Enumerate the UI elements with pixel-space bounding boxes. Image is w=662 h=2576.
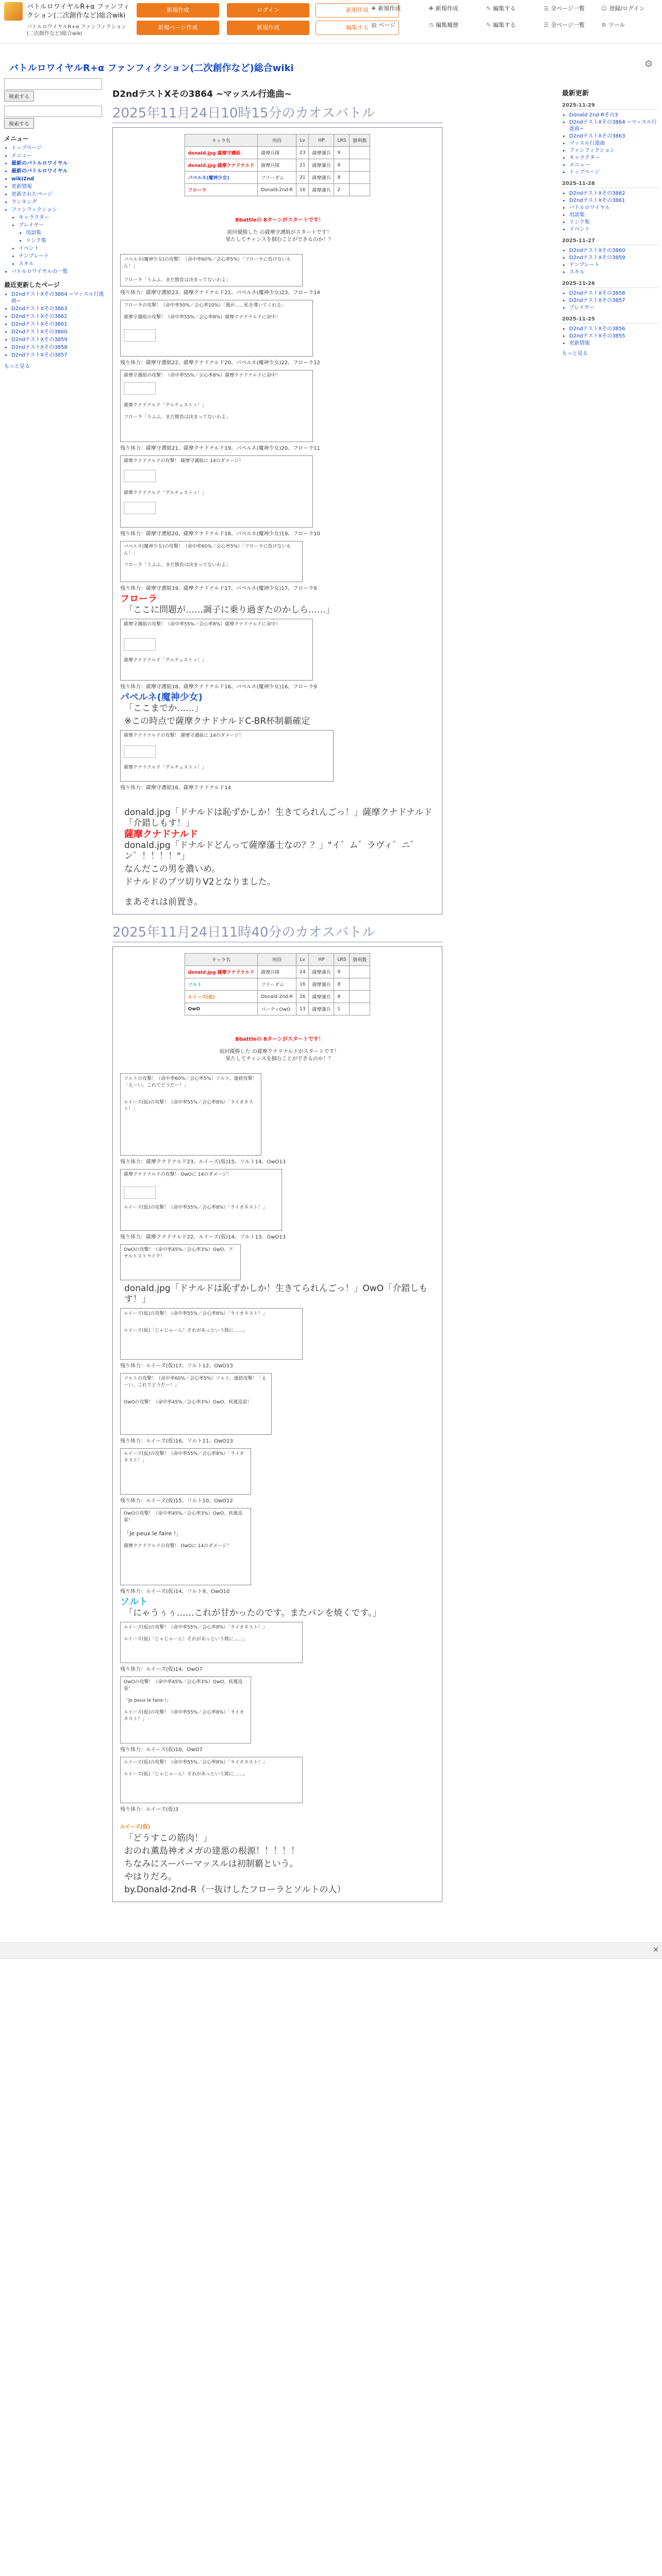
- site-subtitle: バトルロワイヤルR+α ファンフィクション(二次創作など)総合wiki: [27, 24, 127, 37]
- update-list: [562, 290, 658, 311]
- update-item[interactable]: • バトルロワイヤル: [569, 205, 658, 211]
- battle-message: [120, 1508, 251, 1585]
- message-text: パペルネ(魔神少女)の攻撃！（命中率60%／会心率5%）「フローラに負けないもん！」: [124, 257, 291, 269]
- finale-line: やはりだろ。: [124, 1872, 177, 1882]
- finale: [120, 807, 439, 908]
- menu-item[interactable]: • バトルロワイヤルの一覧: [11, 268, 107, 275]
- turn-line: 残り体力：ルイーズ(仮)16、ソルト11、OwO13: [120, 1438, 233, 1444]
- update-item[interactable]: • D2ndテストXその3864 ~マッスル行進曲~: [569, 119, 658, 132]
- table-cell: ソルト: [185, 978, 258, 991]
- finale-line: まあそれは前置き。: [124, 897, 203, 907]
- finale-b2: [120, 1824, 439, 1895]
- table-row: [185, 966, 370, 978]
- finale-line: おのれ薫島神オメガの建悪の根源！！！！！: [124, 1846, 300, 1856]
- message-text: ルイーズ(仮)の攻撃！（命中率55%／会心率8%）「ライオネスト！」: [124, 1311, 268, 1316]
- message-text: ルイーズ(仮)の攻撃！（命中率55%／会心率8%）「ライオネスト！」: [124, 1760, 268, 1765]
- finale-line: ちなみにスーパーマッスルは初制覇という。: [124, 1859, 299, 1869]
- message-text: 薩摩クナドナルド「グルチェストッ！」: [124, 490, 207, 496]
- turn-line: 残り体力：ルイーズ(仮)15、ソルト10、OwO12: [120, 1498, 233, 1504]
- recent-item[interactable]: • D2ndテストXその3863: [11, 306, 107, 312]
- table-cell: 16: [296, 184, 309, 196]
- finale-line: donald.jpg「ドナルドは恥ずかしか！生きてられんごっ！」薩摩クナドナルド「介錯しもす！」: [124, 807, 433, 828]
- message-text: OwOの攻撃！（命中率45%／会心率3%）OwO、疾風迅雷！: [124, 1680, 243, 1691]
- battle2-heading: 2025年11月24日11時40分のカオスバトル: [112, 922, 442, 942]
- table-cell: ルイーズ(仮): [185, 991, 258, 1003]
- table-cell: 24: [296, 966, 309, 978]
- donald-image: [124, 745, 156, 758]
- menu-item[interactable]: • テンプレート: [19, 253, 107, 260]
- message-text: 薩摩クナドナルドの攻撃！ 薩摩守護組に 14のダメージ！: [124, 733, 244, 738]
- start-line-2: 前回優勝した の薩摩クナドナルドがスタートです！: [219, 1049, 340, 1055]
- recent-title: 最近更新したページ: [4, 281, 60, 289]
- battle-message: [120, 541, 303, 582]
- ad-bar: [0, 1942, 662, 1959]
- menu-item[interactable]: • リンク集: [26, 238, 107, 244]
- login-button[interactable]: ログイン: [227, 3, 309, 18]
- update-list: [562, 326, 658, 347]
- toolnav-new[interactable]: ✚ 新規作成: [371, 5, 401, 12]
- search-input-2[interactable]: [4, 106, 102, 117]
- table-cell: 薩摩藩兵: [309, 172, 334, 184]
- table-cell: donald.jpg 薩摩守護組: [185, 147, 258, 159]
- flora-line: 「ここに問題が……調子に乗り過ぎたのかしら……」: [124, 605, 335, 615]
- message-text: 薩摩クナドナルド「グルチェストッ！」: [124, 403, 207, 408]
- edit-outline-button[interactable]: 編集する: [316, 21, 399, 35]
- table-cell: OwO: [185, 1003, 258, 1015]
- table-header: Lv: [296, 134, 309, 147]
- update-list: [562, 112, 658, 176]
- recent-item[interactable]: • D2ndテストXその3864 ~マッスル行進曲~: [11, 291, 107, 304]
- table-header: LRS: [334, 954, 350, 966]
- battle-message: [120, 1448, 251, 1495]
- table-header: キャラ名: [185, 954, 258, 966]
- message-text: OwOの攻撃！（命中率45%／会心率3%）OwO、疾風迅雷！: [124, 1400, 252, 1405]
- table-header-row: [185, 954, 370, 966]
- start-line-3: 果たしてチャンスを掴むことができるのか！？: [225, 237, 334, 243]
- table-cell: フリーダム: [258, 172, 296, 184]
- plus-icon: ✚: [428, 5, 434, 12]
- user-icon: ☺: [601, 5, 607, 12]
- table-cell: 薩摩藩兵: [309, 966, 334, 978]
- turn-line: 残り体力：薩摩クナドナルド23、ルイーズ(仮)15、ソルト14、OwO13: [120, 1159, 286, 1165]
- message-text: 薩摩クナドナルドの攻撃！ OwOに 14のダメージ！: [124, 1172, 232, 1177]
- message-text: ソルトの攻撃！（命中率60%／会心率5%）ソルト、連続攻撃！「えーい、これでどうだー！」: [124, 1376, 267, 1388]
- flora-down: [120, 596, 439, 616]
- message-text: ルイーズ(仮)の攻撃！（命中率55%／会心率8%）「ライオネスト！」: [124, 1710, 244, 1722]
- right-sidebar: [562, 88, 658, 357]
- table-cell: [350, 966, 370, 978]
- update-item[interactable]: • D2ndテストXその3857: [569, 297, 658, 304]
- battle-message: [120, 1373, 272, 1435]
- turn-line: 残り体力：薩摩守護組22、薩摩クナドナルド20、パペルネ(魔神少女)22、フローラ12: [120, 360, 320, 366]
- message-text: 薩摩クナドナルドの攻撃！ OwOに 14のダメージ！: [124, 1544, 232, 1549]
- message-text: ルイーズ(仮)「じゃじゃーん！それがあっという間に……」: [124, 1637, 248, 1642]
- update-item[interactable]: • D2ndテストXその3856: [569, 326, 658, 332]
- table-cell: 2: [334, 184, 350, 196]
- page-icon: ▤: [371, 22, 377, 28]
- battle2-box: [112, 946, 442, 1902]
- update-item[interactable]: • D2ndテストXその3860: [569, 247, 658, 254]
- table-cell: 薩摩藩兵: [309, 978, 334, 991]
- table-cell: 薩摩兵隊: [258, 147, 296, 159]
- finale-line: なんだこの男を濃いめ。: [124, 864, 221, 874]
- clock-icon: ◷: [428, 22, 434, 28]
- winner-label: ルイーズ(仮): [120, 1824, 151, 1830]
- battle-message: [120, 370, 313, 442]
- toolnav-edit-2[interactable]: ✎ 編集する: [486, 22, 516, 28]
- update-item[interactable]: • テンプレート: [569, 262, 658, 268]
- finale-line: by.Donald-2nd-R（一抜けしたフローラとソルトの人）: [124, 1885, 346, 1895]
- update-item[interactable]: • 更新情報: [569, 340, 658, 347]
- menu-item[interactable]: • プレイヤー: [19, 222, 107, 229]
- table-cell: Donald-2nd-R: [258, 991, 296, 1003]
- table-header: 勝利数: [350, 954, 370, 966]
- list-icon: ☰: [543, 22, 549, 28]
- table-cell: 薩摩藩兵: [309, 991, 334, 1003]
- update-item[interactable]: • Donald 2nd-Rその3: [569, 112, 658, 118]
- battle-message: [120, 1308, 303, 1360]
- menu-item[interactable]: • メニュー: [11, 152, 107, 159]
- message-text: ルイーズ(仮)の攻撃！（命中率55%／会心率8%）「ライオネスト！」: [124, 1451, 244, 1463]
- left-sidebar: [4, 77, 107, 369]
- message-text: OwOの攻撃！（命中率45%／会心率3%）OwO、疾風迅雷！: [124, 1511, 243, 1523]
- message-text: ルイーズ(仮)「じゃじゃーん！それがあっという間に……」: [124, 1328, 248, 1333]
- menu-list: [4, 145, 107, 275]
- battle-message: [120, 1244, 241, 1280]
- finale-line: ドナルドのブツ切りV2となりました。: [124, 877, 276, 887]
- table-header: 勝利数: [350, 134, 370, 147]
- menu-title: メニュー: [4, 135, 29, 142]
- header-buttons: [137, 3, 224, 38]
- menu-item[interactable]: • イベント: [19, 245, 107, 252]
- donald-image: [124, 470, 156, 482]
- pencil-icon: ✎: [486, 5, 491, 12]
- table-cell: 16: [296, 991, 309, 1003]
- message-text: パペルネ(魔神少女)の攻撃！（命中率60%／会心率5%）「フローラに負けないもん！」: [124, 544, 291, 556]
- turn-line: 残り体力：薩摩守護組23、薩摩クナドナルド21、パペルネ(魔神少女)23、フローラ14: [120, 290, 320, 296]
- table-cell: 薩摩藩兵: [309, 147, 334, 159]
- pap-down: [120, 694, 439, 727]
- wrench-icon: ⚙: [601, 22, 606, 28]
- update-item[interactable]: • D2ndテストXその3862: [569, 190, 658, 197]
- finale-line: donald.jpg「ドナルドどんって薩摩藩士なの？？」"イ゛ム゛ラヴィ゛ニ゛ン゛！！！！"」: [124, 840, 419, 861]
- table-cell: donald.jpg 薩摩クナドナルド: [185, 159, 258, 172]
- table-row: [185, 147, 370, 159]
- menu-item[interactable]: • トップページ: [11, 145, 107, 151]
- donald-image: [124, 382, 156, 395]
- wiki-name[interactable]: バトルロワイヤルR+α ファンフィクション(二次創作など)総合wiki: [9, 63, 294, 74]
- message-text: フローラの攻撃！（命中率50%／会心率10%）「風が……私を導いてくれる」: [124, 303, 286, 308]
- battle2-party-table: [185, 953, 371, 1015]
- table-header: HP: [309, 954, 334, 966]
- close-icon[interactable]: ✕: [653, 1946, 659, 1954]
- table-cell: 16: [296, 978, 309, 991]
- turn-line: 残り体力：薩摩守護組19、薩摩クナドナルド17、パペルネ(魔神少女)17、フローラ9: [120, 586, 317, 591]
- table-cell: 8: [334, 978, 350, 991]
- toolnav-new-2[interactable]: ✚ 新規作成: [428, 5, 458, 12]
- start-line-3: 果たしてチャンスを掴むことができるのか！？: [225, 1056, 334, 1062]
- site-logo[interactable]: [4, 2, 23, 21]
- message-text: OwOの攻撃！（命中率45%／会心率3%）OwO、アサルトストライク！: [124, 1247, 234, 1259]
- table-cell: 8: [334, 991, 350, 1003]
- update-date: 2025-11-25: [562, 316, 658, 324]
- menu-item[interactable]: • 最新のバトルロワイヤル: [11, 160, 107, 167]
- message-text: 薩摩守護組の攻撃！（命中率55%／会心率8%）薩摩クナドナルドに命中！: [124, 315, 280, 320]
- update-item[interactable]: • メニュー: [569, 162, 658, 168]
- recent-item[interactable]: • D2ndテストXその3857: [11, 352, 107, 359]
- menu-item[interactable]: • ランキング: [11, 199, 107, 206]
- table-cell: フローラ: [185, 184, 258, 196]
- toolnav-login[interactable]: ☺ 登録/ログイン: [601, 5, 645, 12]
- table-cell: パペルネ(魔神少女): [185, 172, 258, 184]
- salt-name: ソルト: [120, 1597, 148, 1607]
- table-cell: donald.jpg 薩摩クナドナルド: [185, 966, 258, 978]
- recent-item[interactable]: • D2ndテストXその3858: [11, 344, 107, 351]
- flora-shout: フローラ: [120, 594, 157, 604]
- update-item[interactable]: • トップページ: [569, 169, 658, 176]
- table-header-row: [185, 134, 370, 147]
- table-row: [185, 184, 370, 196]
- table-cell: 9: [334, 147, 350, 159]
- pap-name: パペルネ(魔神少女): [120, 692, 203, 703]
- right-more-link[interactable]: もっと見る: [562, 351, 588, 357]
- menu-item[interactable]: • 更新されたページ: [11, 191, 107, 198]
- menu-item[interactable]: • スキル: [19, 261, 107, 267]
- header-buttons-2: [227, 3, 315, 38]
- finale-line: donald.jpg「ドナルドは恥ずかしか！生きてられんごっ！」OwO「介錯しもす！」: [124, 1283, 428, 1304]
- table-row: [185, 991, 370, 1003]
- table-row: [185, 1003, 370, 1015]
- note-line: ※この時点で薩摩クナドナルドC-BR杯制覇確定: [124, 716, 310, 726]
- table-cell: 13: [296, 1003, 309, 1015]
- turn-line: 残り体力：薩摩クナドナルド22、ルイーズ(仮)14、ソルト13、OwO13: [120, 1234, 286, 1240]
- table-row: [185, 978, 370, 991]
- update-date: 2025-11-28: [562, 181, 658, 188]
- update-item[interactable]: • イベント: [569, 226, 658, 233]
- update-item[interactable]: • 用語集: [569, 212, 658, 218]
- menu-item[interactable]: • 用語集: [26, 230, 107, 236]
- battle-message: [120, 619, 313, 681]
- battle-message: [120, 1676, 251, 1743]
- recent-list: [4, 291, 107, 359]
- turn-line: 残り体力：薩摩守護組21、薩摩クナドナルド19、パペルネ(魔神少女)20、フローラ11: [120, 446, 320, 451]
- table-cell: フリーダム: [258, 978, 296, 991]
- donald-image: [124, 329, 156, 342]
- donald-image: [124, 638, 156, 651]
- table-header: 所持: [258, 134, 296, 147]
- recent-item[interactable]: • D2ndテストXその3862: [11, 313, 107, 320]
- update-item[interactable]: • キャラクター: [569, 155, 658, 161]
- table-cell: [350, 159, 370, 172]
- list-icon: ☰: [543, 5, 549, 12]
- turn-line: 残り体力：ルイーズ(仮)14、OwO7: [120, 1667, 203, 1672]
- table-header: HP: [309, 134, 334, 147]
- start-line: Bbattleの 8ターンがスタートです！: [235, 217, 324, 223]
- battle1-start: [120, 217, 439, 244]
- table-row: [185, 159, 370, 172]
- toolnav-all-pages[interactable]: ☰ 全ページ一覧: [543, 5, 585, 12]
- update-date: 2025-11-27: [562, 238, 658, 245]
- new-button-2[interactable]: 新規作成: [227, 21, 309, 35]
- search-button[interactable]: 検索する: [4, 91, 34, 101]
- table-cell: [350, 978, 370, 991]
- plus-icon: ✚: [371, 5, 376, 12]
- left-more-link[interactable]: もっと見る: [4, 364, 30, 369]
- main-content: [112, 87, 442, 1902]
- pencil-icon: ✎: [486, 22, 491, 28]
- new-outline-button[interactable]: 新規作成: [316, 3, 399, 18]
- turn-line: 残り体力：薩摩守護組20、薩摩クナドナルド18、パペルネ(魔神少女)19、フローラ10: [120, 531, 320, 537]
- table-header: LRS: [334, 134, 350, 147]
- turn-line: 残り体力：ルイーズ(仮)10、OwO7: [120, 1747, 203, 1753]
- update-list: [562, 247, 658, 276]
- update-item[interactable]: • リンク集: [569, 219, 658, 226]
- update-item[interactable]: • スキル: [569, 269, 658, 276]
- battle-message: [120, 254, 303, 286]
- owo-line: 「Je peux le faire !」: [124, 1698, 171, 1703]
- menu-item[interactable]: • 更新情報: [11, 183, 107, 190]
- table-header: キャラ名: [185, 134, 258, 147]
- table-cell: Donald-2nd-R: [258, 184, 296, 196]
- message-text: 薩摩守護組の攻撃！（命中率55%／会心率8%）薩摩クナドナルドに命中！: [124, 373, 280, 378]
- message-text: フローラ「うふふ、まだ勝負は決まってないわよ」: [124, 563, 231, 568]
- table-header: 所持: [258, 954, 296, 966]
- battle-message: [120, 300, 313, 357]
- toolnav-history[interactable]: ◷ 編集履歴: [428, 22, 459, 28]
- message-text: 薩摩クナドナルドの攻撃！ 薩摩守護組に 14のダメージ！: [124, 459, 244, 464]
- start-line: Bbattleの 8ターンがスタートです！: [235, 1037, 324, 1042]
- winner-label: 薩摩クナドナルド: [124, 829, 198, 840]
- table-cell: [350, 172, 370, 184]
- site-title[interactable]: バトルロワイヤルR+α ファンフィクション(二次創作など)総合wiki: [27, 3, 130, 20]
- table-cell: 薩摩藩兵: [309, 1003, 334, 1015]
- battle2-start: [120, 1036, 439, 1063]
- update-date: 2025-11-26: [562, 281, 658, 288]
- menu-item[interactable]: • ファンフィクション: [11, 207, 107, 213]
- update-date: 2025-11-29: [562, 103, 658, 110]
- update-item[interactable]: • D2ndテストXその3859: [569, 255, 658, 261]
- turn-line: 残り体力：ルイーズ(仮)3: [120, 1807, 179, 1812]
- update-item[interactable]: • D2ndテストXその3861: [569, 197, 658, 204]
- finale-line: 「どうすこの筋肉！」: [124, 1833, 212, 1843]
- message-text: 薩摩クナドナルド「グルチェストッ！」: [124, 658, 207, 663]
- start-line-2: 前回優勝した の薩摩守護組がスタートです！: [227, 230, 332, 235]
- owo-line: 「Je peux le faire !」: [124, 1530, 182, 1537]
- message-text: ソルトの攻撃！（命中率60%／会心率5%）ソルト、連続攻撃！「えーい、これでどうだー！」: [124, 1076, 257, 1088]
- update-item[interactable]: • マッスル行進曲: [569, 140, 658, 147]
- search-button-2[interactable]: 検索する: [4, 118, 34, 129]
- update-item[interactable]: • D2ndテストXその3858: [569, 290, 658, 297]
- table-cell: [350, 1003, 370, 1015]
- table-cell: 薩摩兵隊: [258, 159, 296, 172]
- battle-message: [120, 730, 334, 782]
- message-text: ルイーズ(仮)の攻撃！（命中率55%／会心率8%）「ライオネスト！」: [124, 1205, 268, 1210]
- table-cell: [350, 147, 370, 159]
- battle-message: [120, 455, 313, 528]
- message-text: 薩摩守護組の攻撃！（命中率55%／会心率8%）薩摩クナドナルドに命中！: [124, 622, 280, 627]
- update-list: [562, 190, 658, 233]
- salt-down: [120, 1599, 439, 1619]
- donald-image: [124, 502, 156, 514]
- turn-line: 残り体力：ルイーズ(仮)14、ソルト9、OwO10: [120, 1589, 230, 1595]
- message-text: 薩摩クナドナルド「グルチェストッ！」: [124, 765, 207, 770]
- create-page-button[interactable]: 新規ページ作成: [137, 21, 219, 35]
- update-item[interactable]: • ファンフィクション: [569, 147, 658, 154]
- right-title: 最新更新: [562, 90, 589, 97]
- update-item[interactable]: • プレイヤー: [569, 304, 658, 311]
- toolnav-page[interactable]: ▤ ページ: [371, 22, 396, 28]
- battle-message: [120, 1169, 282, 1231]
- turn-line: 残り体力：ルイーズ(仮)17、ソルト12、OwO13: [120, 1363, 233, 1369]
- menu-item[interactable]: • キャラクター: [19, 214, 107, 221]
- salt-line: 「にゃうぅぅ……これが甘かったのです。またパンを焼くです。」: [124, 1608, 382, 1618]
- new-page-button[interactable]: 新規作成: [137, 3, 219, 18]
- toolnav-tools[interactable]: ⚙ ツール: [601, 22, 625, 28]
- message-text: ルイーズ(仮)の攻撃！（命中率55%／会心率8%）「ライオネスト！」: [124, 1625, 268, 1630]
- site-header: [0, 0, 662, 44]
- update-item[interactable]: • D2ndテストXその3863: [569, 133, 658, 140]
- recent-item[interactable]: • D2ndテストXその3859: [11, 336, 107, 343]
- menu-item[interactable]: • wiki2nd: [11, 176, 107, 182]
- table-cell: 薩摩藩兵: [309, 159, 334, 172]
- table-row: [185, 172, 370, 184]
- message-text: フローラ「うふふ、まだ勝負は決まってないわよ」: [124, 415, 231, 420]
- battle-message: [120, 1073, 261, 1156]
- table-cell: 8: [334, 159, 350, 172]
- table-cell: パーティOwO: [258, 1003, 296, 1015]
- table-cell: [350, 991, 370, 1003]
- search-input[interactable]: [4, 78, 102, 90]
- table-cell: 1: [334, 1003, 350, 1015]
- table-header: Lv: [296, 954, 309, 966]
- table-cell: [350, 184, 370, 196]
- turn-line: 残り体力：薩摩守護組18、薩摩クナドナルド16、パペルネ(魔神少女)16、フローラ9: [120, 684, 317, 690]
- tool-nav: [371, 4, 660, 37]
- toolnav-all-pages-2[interactable]: ☰ 全ページ一覧: [543, 22, 585, 28]
- gear-icon[interactable]: ⚙: [644, 59, 653, 70]
- page-title: D2ndテストXその3864 ~マッスル行進曲~: [112, 89, 292, 99]
- turn-line: 残り体力：薩摩守護組16、薩摩クナドナルド14: [120, 785, 231, 791]
- toolnav-edit[interactable]: ✎ 編集する: [486, 5, 516, 12]
- recent-item[interactable]: • D2ndテストXその3860: [11, 329, 107, 335]
- message-text: ルイーズ(仮)の攻撃！（命中率55%／会心率8%）「ライオネスト！」: [124, 1100, 254, 1112]
- battle1-heading: 2025年11月24日10時15分のカオスバトル: [112, 103, 442, 123]
- pap-line: 「ここまでか……」: [124, 703, 203, 714]
- table-cell: 21: [296, 159, 309, 172]
- table-cell: 9: [334, 966, 350, 978]
- recent-item[interactable]: • D2ndテストXその3861: [11, 321, 107, 328]
- table-cell: 8: [334, 172, 350, 184]
- message-text: ルイーズ(仮)「じゃじゃーん！それがあっという間に……」: [124, 1772, 248, 1777]
- battle-message: [120, 1622, 303, 1663]
- update-item[interactable]: • D2ndテストXその3855: [569, 333, 658, 340]
- battle1-box: [112, 127, 442, 914]
- table-cell: 21: [296, 172, 309, 184]
- table-cell: 薩摩兵隊: [258, 966, 296, 978]
- donald-image: [124, 1187, 156, 1199]
- table-cell: 23: [296, 147, 309, 159]
- table-cell: 薩摩藩兵: [309, 184, 334, 196]
- menu-item[interactable]: • 最新のバトルロワイヤル: [11, 168, 107, 175]
- battle-message: [120, 1757, 303, 1803]
- finale-b2-1: [120, 1283, 439, 1305]
- message-text: フローラ「うふふ、まだ勝負は決まってないわよ」: [124, 278, 231, 283]
- battle1-party-table: [185, 134, 371, 196]
